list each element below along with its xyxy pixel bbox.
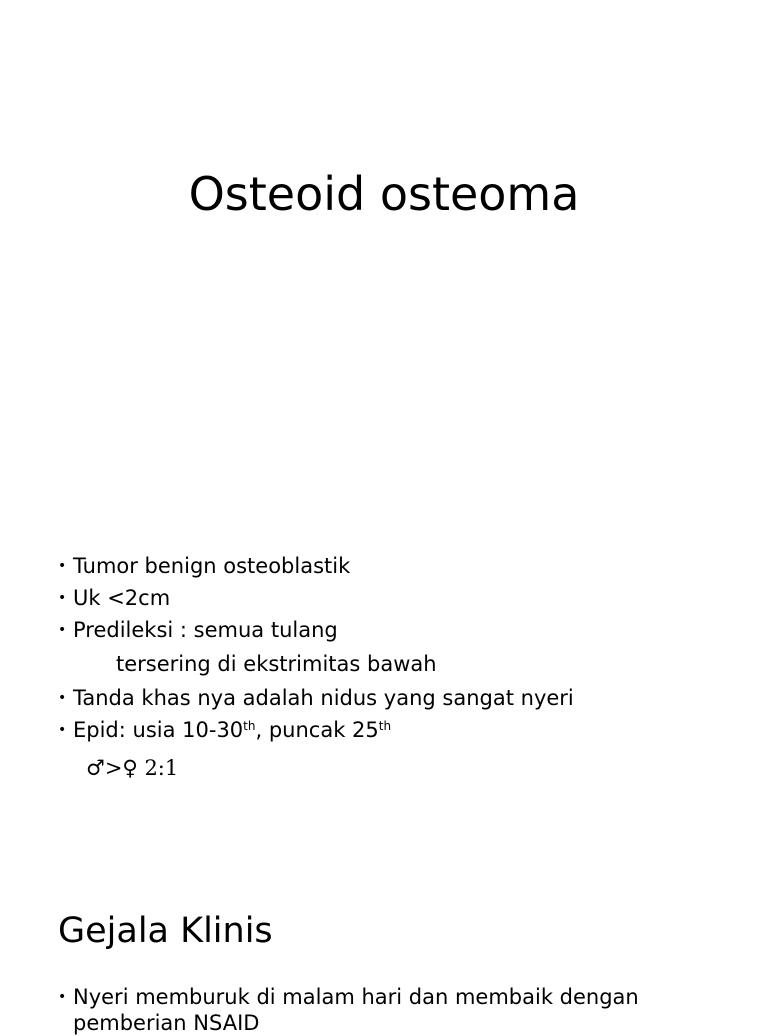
list-item (58, 682, 738, 714)
sub-line: tersering di ekstrimitas bawah (116, 652, 437, 676)
epid-prefix: Epid: usia 10-30 (73, 718, 244, 742)
slide-title: Osteoid osteoma (188, 167, 580, 221)
list-item (58, 550, 738, 582)
list-item (58, 614, 738, 646)
epid-middle: , puncak 25 (255, 718, 379, 742)
list-item (58, 984, 738, 1036)
bullet-list (58, 550, 738, 788)
sex-ratio: ♂>♀ 2:1 (86, 756, 179, 780)
section-heading: Gejala Klinis (58, 911, 273, 951)
bullet-text: Uk <2cm (73, 586, 171, 610)
bullet-text: Predileksi : semua tulang (73, 618, 338, 642)
bullet-icon: • (58, 722, 67, 738)
bullet-text: Tanda khas nya adalah nidus yang sangat nyeri (73, 686, 574, 710)
epid-sup-1: th (243, 719, 256, 733)
epid-sup-2: th (378, 719, 392, 733)
list-item-epid (58, 714, 738, 746)
bullet-icon: • (58, 690, 67, 706)
bullet-text: Nyeri memburuk di malam hari dan membaik dengan pemberian NSAID (73, 985, 639, 1035)
bullet-icon: • (58, 989, 67, 1005)
list-item (58, 582, 738, 614)
bullet-text: Tumor benign osteoblastik (73, 554, 351, 578)
bullet-icon: • (58, 558, 67, 574)
bullet-icon: • (58, 590, 67, 606)
bullet-list-gejala (58, 984, 738, 1036)
bullet-icon: • (58, 622, 67, 638)
